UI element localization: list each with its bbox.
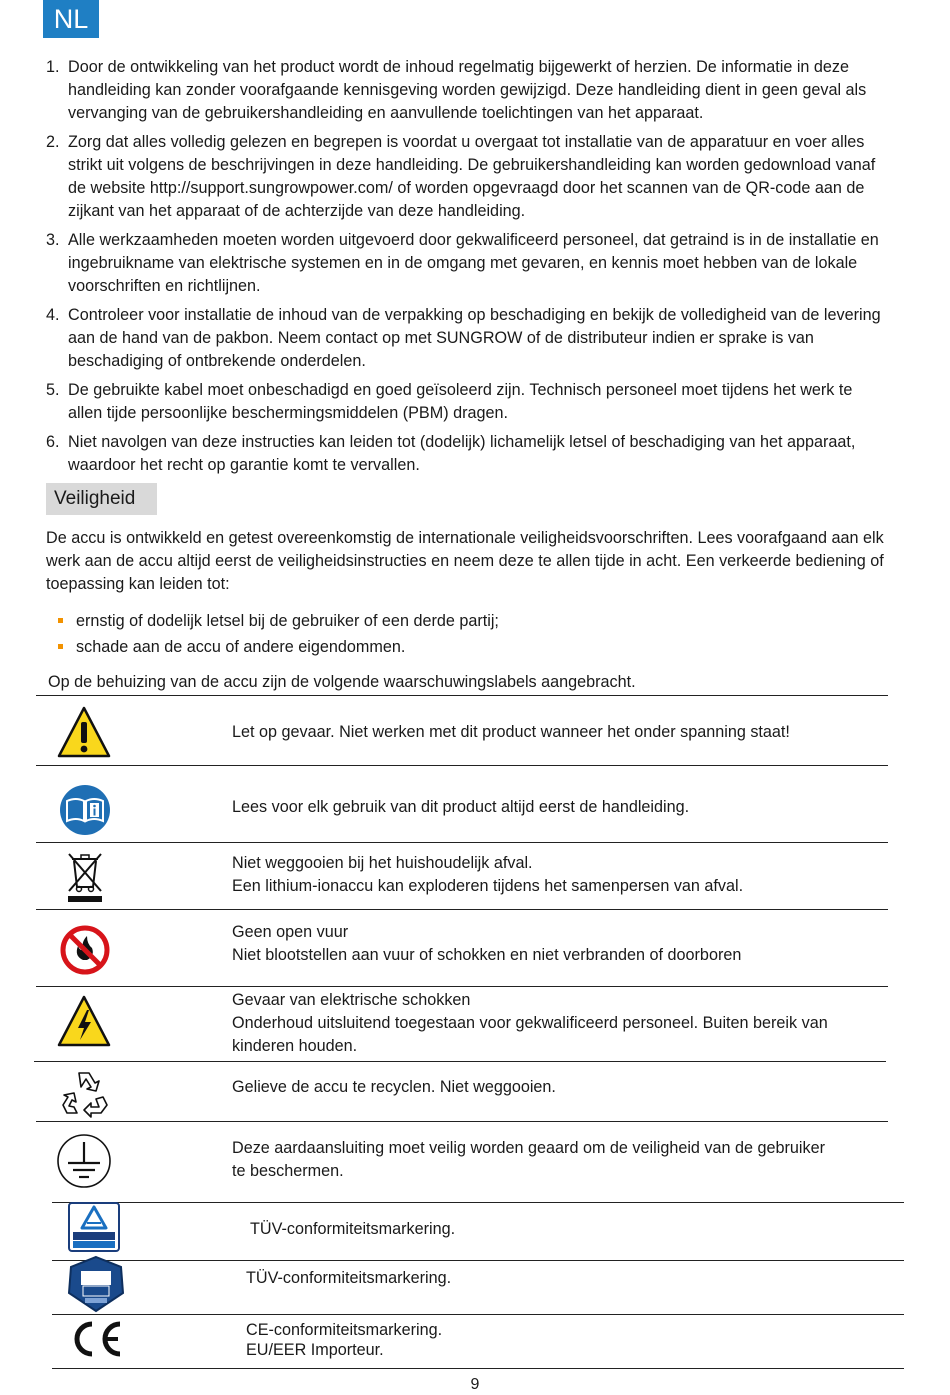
read-manual-icon <box>59 784 111 836</box>
table-divider <box>52 1314 904 1315</box>
warning-triangle-icon <box>57 705 111 759</box>
list-item: 2. Zorg dat alles volledig gelezen en begrepen is voordat u overgaat tot installatie van de apparatuur en voer alles strikt uit volgens de beschrijvingen in deze handleiding. De gebruikershandleiding kan worden gedownload vanaf de website http://support.sungrowpower.com/ of worden opgevraagd door het scannen van de QR-code aan de zijkant van het apparaat of de achterzijde van deze handleiding. <box>46 133 876 220</box>
tuv-sud-icon <box>65 1255 127 1313</box>
labels-intro: Op de behuizing van de accu zijn de volgende waarschuwingslabels aangebracht. <box>48 673 636 691</box>
ce-mark-icon <box>66 1319 124 1359</box>
label-text: Let op gevaar. Niet werken met dit product wanneer het onder spanning staat! <box>232 723 790 741</box>
crossed-bin-icon <box>66 851 104 903</box>
list-item: 6. Niet navolgen van deze instructies kan leiden tot (dodelijk) lichamelijk letsel of beschadiging van het apparaat, waardoor het recht op garantie komt te vervallen. <box>46 433 856 474</box>
intro-paragraph: De accu is ontwikkeld en getest overeenkomstig de internationale veiligheidsvoorschriften. Lees voorafgaand aan elk werk aan de accu altijd eerst de veiligheidsinstructies en neem deze te allen tijde in acht. Een verkeerde bediening of toepassing kan leiden tot: <box>46 529 884 593</box>
table-divider <box>52 1260 904 1261</box>
ground-icon <box>56 1133 112 1189</box>
page-number: 9 <box>470 1376 480 1393</box>
bullet-icon <box>58 644 63 649</box>
electric-shock-icon <box>57 994 111 1048</box>
label-text: TÜV-conformiteitsmarkering. <box>246 1269 452 1287</box>
bullet-list <box>58 608 499 660</box>
label-text: Niet weggooien bij het huishoudelijk afval. Een lithium-ionaccu kan exploderen tijdens het samenpersen van afval. <box>232 854 744 895</box>
table-divider <box>34 1061 886 1062</box>
language-badge: NL <box>43 0 99 38</box>
table-divider <box>52 1368 904 1369</box>
table-divider <box>36 765 888 766</box>
list-item: 5. De gebruikte kabel moet onbeschadigd en goed geïsoleerd zijn. Technisch personeel moet tijdens het werk te allen tijde persoonlijke beschermingsmiddelen (PBM) dragen. <box>46 381 853 422</box>
table-divider <box>36 1121 888 1122</box>
section-heading: Veiligheid <box>46 483 157 515</box>
label-text: Deze aardaansluiting moet veilig worden geaard om de veiligheid van de gebruiker te beschermen. <box>232 1139 826 1180</box>
label-text: TÜV-conformiteitsmarkering. <box>250 1220 456 1238</box>
table-divider <box>52 1202 904 1203</box>
recycle-icon <box>59 1067 111 1119</box>
label-text: Geen open vuur Niet blootstellen aan vuur of schokken en niet verbranden of doorboren <box>232 923 742 964</box>
tuv-rheinland-icon <box>68 1202 120 1252</box>
no-open-flame-icon <box>59 924 111 976</box>
list-item: schade aan de accu of andere eigendommen. <box>58 634 499 660</box>
notes-list <box>46 56 891 483</box>
table-divider <box>36 986 888 987</box>
label-text: Lees voor elk gebruik van dit product altijd eerst de handleiding. <box>232 798 690 816</box>
list-item: 4. Controleer voor installatie de inhoud van de verpakking op beschadiging en bekijk de volledigheid van de levering aan de hand van de pakbon. Neem contact op met SUNGROW of de distributeur indien er sprake is van beschadiging of ontbrekende onderdelen. <box>46 306 881 370</box>
list-item: 3. Alle werkzaamheden moeten worden uitgevoerd door gekwalificeerd personeel, dat getraind is in de installatie en ingebruikname van elektrische systemen en in de omgang met gevaren, en kennis moet hebben van de lokale voorschriften en richtlijnen. <box>46 231 879 295</box>
label-text: Gelieve de accu te recyclen. Niet weggooien. <box>232 1078 556 1096</box>
table-divider <box>36 695 888 696</box>
table-divider <box>36 842 888 843</box>
table-divider <box>36 909 888 910</box>
list-item: 1. Door de ontwikkeling van het product wordt de inhoud regelmatig bijgewerkt of herzien. De informatie in deze handleiding kan zonder voorafgaande kennisgeving worden gewijzigd. Deze handleiding dient in geen geval als vervanging van de gebruikershandleiding en aanvullende toelichtingen van het apparaat. <box>46 58 867 122</box>
bullet-icon <box>58 618 63 623</box>
list-item: ernstig of dodelijk letsel bij de gebruiker of een derde partij; <box>58 608 499 634</box>
label-text: Gevaar van elektrische schokken Onderhoud uitsluitend toegestaan voor gekwalificeerd personeel. Buiten bereik van kinderen houden. <box>232 991 828 1055</box>
label-text: CE-conformiteitsmarkering. EU/EER Importeur. <box>246 1321 443 1359</box>
